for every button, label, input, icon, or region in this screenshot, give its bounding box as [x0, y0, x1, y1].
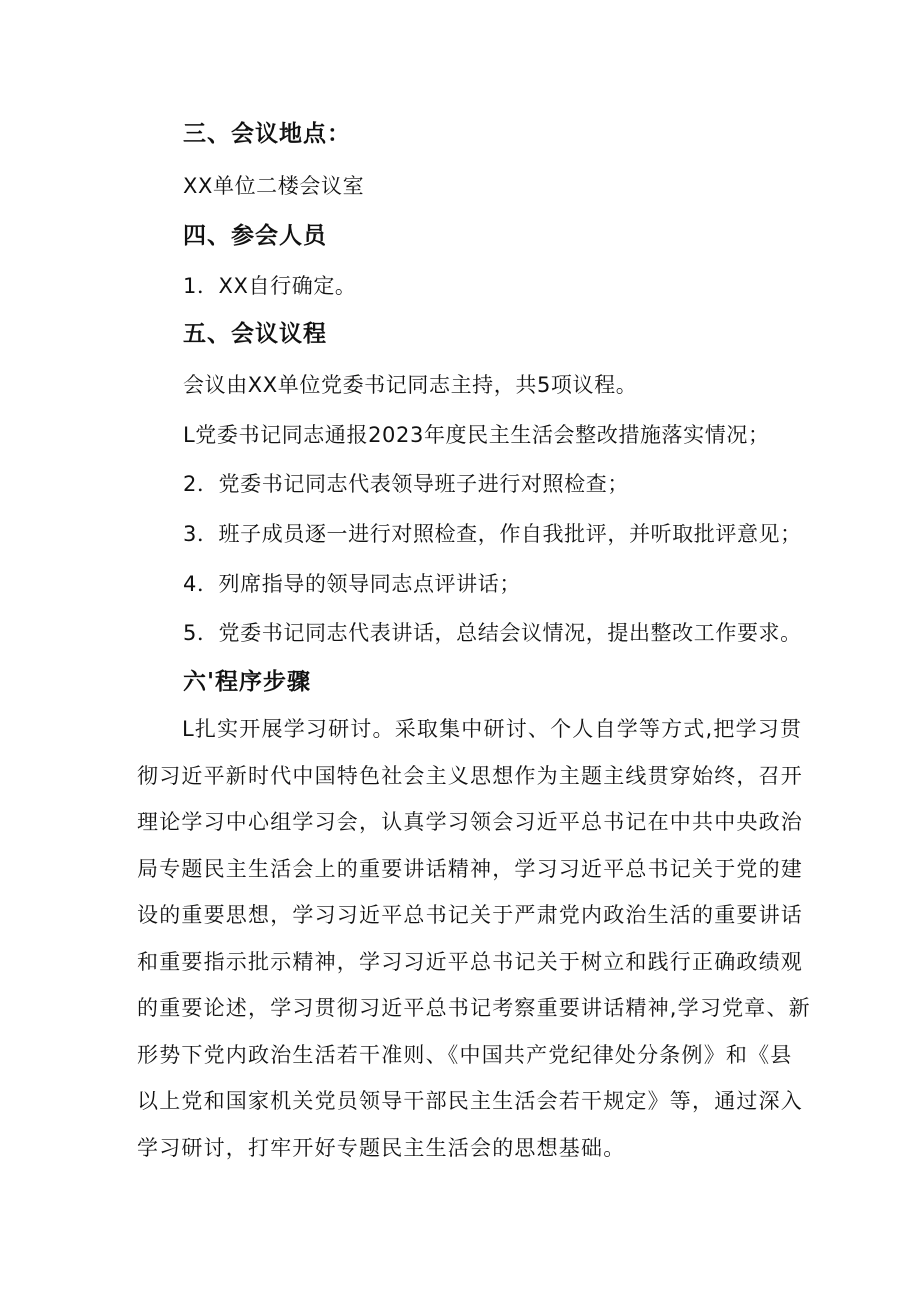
- meeting-location: XX单位二楼会议室: [183, 174, 365, 198]
- section-6-heading: 六'程序步骤: [183, 669, 312, 695]
- paragraph-line: 和重要指示批示精神，学习习近平总书记关于树立和践行正确政绩观: [137, 949, 803, 974]
- agenda-item-4: 4．列席指导的领导同志点评讲话；: [183, 572, 521, 596]
- paragraph-line: L扎实开展学习研讨。采取集中研讨、个人自学等方式,把学习贯: [182, 717, 803, 741]
- paragraph-line: 形势下党内政治生活若干准则、《中国共产党纪律处分条例》和《县: [137, 1042, 793, 1067]
- study-paragraph: [137, 706, 811, 1171]
- paragraph-line: 以上党和国家机关党员领导干部民主生活会若干规定》等，通过深入: [137, 1089, 803, 1113]
- section-4-heading: 四、参会人员: [183, 223, 327, 249]
- section-5-heading: 五、会议议程: [183, 321, 327, 347]
- paragraph-line: 局专题民主生活会上的重要讲话精神，学习习近平总书记关于党的建: [137, 856, 803, 881]
- agenda-item-5: 5．党委书记同志代表讲话，总结会议情况，提出整改工作要求。: [183, 621, 802, 645]
- agenda-item-3: 3．班子成员逐一进行对照检查，作自我批评，并听取批评意见；: [183, 522, 802, 546]
- agenda-intro: 会议由XX单位党委书记同志主持，共5项议程。: [183, 373, 638, 397]
- paragraph-line: 学习研讨，打牢开好专题民主生活会的思想基础。: [137, 1135, 626, 1160]
- agenda-item-2: 2．党委书记同志代表领导班子进行对照检查；: [183, 472, 629, 496]
- attendees-item-1: 1．XX自行确定。: [183, 274, 357, 298]
- paragraph-line: 的重要论述，学习贯彻习近平总书记考察重要讲话精神,学习党章、新: [137, 996, 811, 1020]
- paragraph-line: 彻习近平新时代中国特色社会主义思想作为主题主线贯穿始终，召开: [137, 763, 803, 788]
- paragraph-line: 理论学习中心组学习会，认真学习领会习近平总书记在中共中央政治: [137, 810, 803, 834]
- paragraph-line: 设的重要思想，学习习近平总书记关于严肃党内政治生活的重要讲话: [137, 903, 803, 927]
- agenda-item-1: L党委书记同志通报2023年度民主生活会整改措施落实情况；: [183, 423, 770, 447]
- section-3-heading: 三、会议地点：: [183, 121, 351, 147]
